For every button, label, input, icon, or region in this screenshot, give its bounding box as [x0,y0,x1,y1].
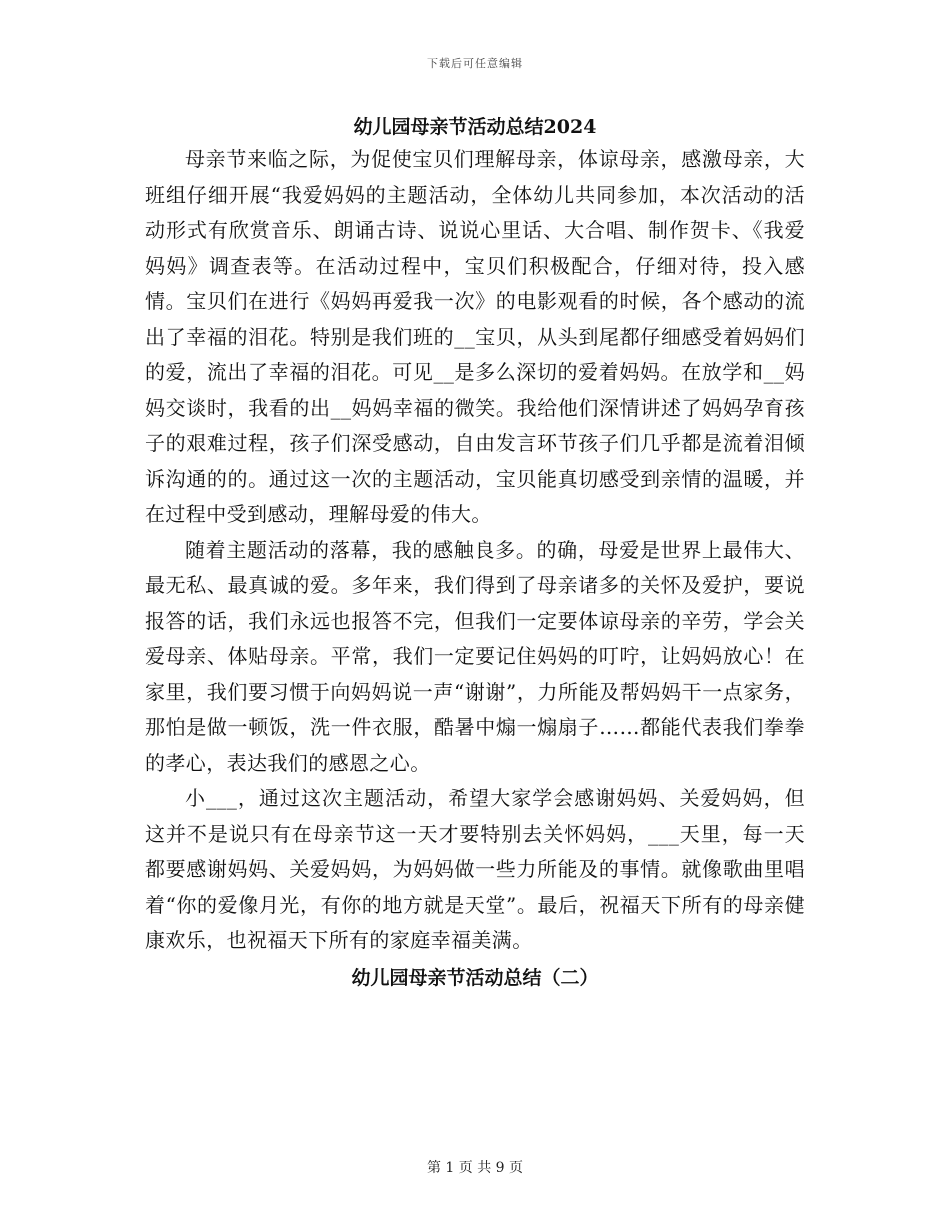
paragraph-2: 随着主题活动的落幕，我的感触良多。的确，母爱是世界上最伟大、最无私、最真诚的爱。多年来，我们得到了母亲诸多的关怀及爱护，要说报答的话，我们永远也报答不完，但我们一定要体谅母亲的辛劳，学会关爱母亲、体贴母亲。平常，我们一定要记住妈妈的叮咛，让妈妈放心！在家里，我们要习惯于向妈妈说一声“谢谢”，力所能及帮妈妈干一点家务，那怕是做一顿饭，洗一件衣服，酷暑中煽一煽扇子……都能代表我们拳拳的孝心，表达我们的感恩之心。 [145,537,805,775]
section-title: 幼儿园母亲节活动总结（二） [351,966,599,989]
paragraph-3: 小___，通过这次主题活动，希望大家学会感谢妈妈、关爱妈妈，但这并不是说只有在母亲节这一天才要特别去关怀妈妈，___天里，每一天都要感谢妈妈、关爱妈妈，为妈妈做一些力所能及的事情。就像歌曲里唱着“你的爱像月光，有你的地方就是天堂”。最后，祝福天下所有的母亲健康欢乐，也祝福天下所有的家庭幸福美满。 [145,786,805,952]
document-body [145,112,805,995]
header-note: 下载后可任意编辑 [427,57,523,70]
document-title: 幼儿园母亲节活动总结2024 [353,116,597,138]
page-number: 第 1 页 共 9 页 [426,1160,524,1176]
paragraph-1: 母亲节来临之际，为促使宝贝们理解母亲，体谅母亲，感激母亲，大班组仔细开展“我爱妈妈的主题活动，全体幼儿共同参加，本次活动的活动形式有欣赏音乐、朗诵古诗、说说心里话、大合唱、制作贺卡、《我爱妈妈》调查表等。在活动过程中，宝贝们积极配合，仔细对待，投入感情。宝贝们在进行《妈妈再爱我一次》的电影观看的时候，各个感动的流出了幸福的泪花。特别是我们班的__宝贝，从头到尾都仔细感受着妈妈们的爱，流出了幸福的泪花。可见__是多么深切的爱着妈妈。在放学和__妈妈交谈时，我看的出__妈妈幸福的微笑。我给他们深情讲述了妈妈孕育孩子的艰难过程，孩子们深受感动，自由发言环节孩子们几乎都是流着泪倾诉沟通的的。通过这一次的主题活动，宝贝能真切感受到亲情的温暖，并在过程中受到感动，理解母爱的伟大。 [145,147,805,526]
